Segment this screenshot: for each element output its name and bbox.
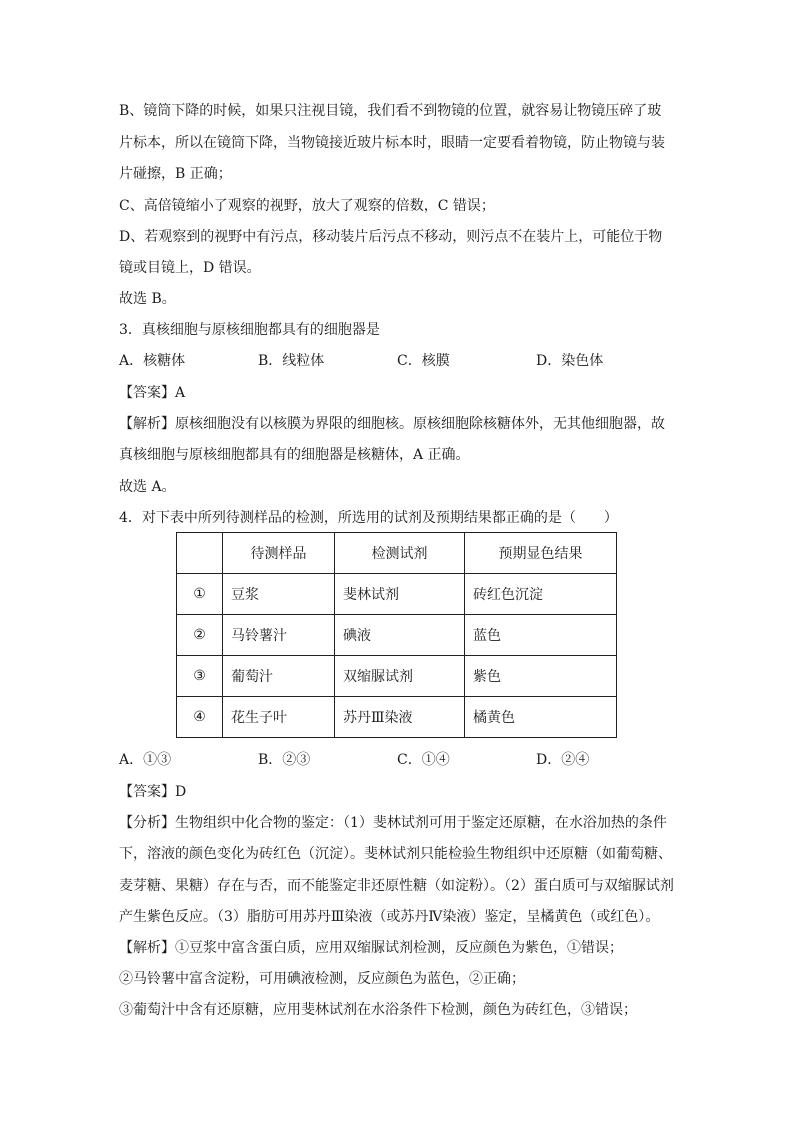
table-header-cell: 待测样品 bbox=[223, 533, 335, 574]
table-header-row bbox=[177, 533, 617, 574]
q4-option-a: A．①③ bbox=[119, 752, 172, 768]
paragraph-line: 片碰擦，B 正确； bbox=[119, 166, 232, 182]
table-cell: 紫色 bbox=[465, 656, 617, 697]
q3-analysis-line: 【解析】原核细胞没有以核膜为界限的细胞核。原核细胞除核糖体外，无其他细胞器，故 bbox=[119, 416, 665, 432]
table-cell: 砖红色沉淀 bbox=[465, 574, 617, 615]
q4-option-d: D．②④ bbox=[536, 752, 590, 768]
table-cell: 橘黄色 bbox=[465, 697, 617, 738]
table-cell: 马铃薯汁 bbox=[223, 615, 335, 656]
paragraph-line: 故选 B。 bbox=[119, 291, 176, 307]
q4-analysis-line: 下，溶液的颜色变化为砖红色（沉淀）。斐林试剂只能检验生物组织中还原糖（如葡萄糖、 bbox=[119, 846, 672, 862]
table-cell: ② bbox=[177, 615, 223, 656]
table-row bbox=[177, 697, 617, 738]
q4-explanation-line: ②马铃薯中富含淀粉，可用碘液检测，反应颜色为蓝色，②正确； bbox=[119, 971, 525, 987]
question-4-stem: 4．对下表中所列待测样品的检测，所选用的试剂及预期结果都正确的是（ ） bbox=[119, 510, 618, 526]
q4-option-c: C．①④ bbox=[397, 752, 450, 768]
table-cell: ① bbox=[177, 574, 223, 615]
paragraph-line: 片标本，所以在镜筒下降，当物镜接近玻片标本时，眼睛一定要看着物镜，防止物镜与装 bbox=[119, 135, 665, 151]
table-row bbox=[177, 574, 617, 615]
q3-option-d: D．染色体 bbox=[536, 353, 604, 369]
table-cell: 豆浆 bbox=[223, 574, 335, 615]
question-3-stem: 3．真核细胞与原核细胞都具有的细胞器是 bbox=[119, 322, 380, 338]
table-cell: 斐林试剂 bbox=[335, 574, 465, 615]
q3-option-b: B．线粒体 bbox=[258, 353, 325, 369]
table-cell: 蓝色 bbox=[465, 615, 617, 656]
table-cell: 花生子叶 bbox=[223, 697, 335, 738]
q4-explanation-line: ③葡萄汁中含有还原糖，应用斐林试剂在水浴条件下检测，颜色为砖红色，③错误； bbox=[119, 1002, 637, 1018]
table-row bbox=[177, 615, 617, 656]
q3-option-c: C．核膜 bbox=[397, 353, 450, 369]
q4-explanation-line: 【解析】①豆浆中富含蛋白质，应用双缩脲试剂检测，反应颜色为紫色，①错误； bbox=[119, 940, 623, 956]
table-row bbox=[177, 656, 617, 697]
table-header-cell: 预期显色结果 bbox=[465, 533, 617, 574]
q4-analysis-line: 【分析】生物组织中化合物的鉴定：（1）斐林试剂可用于鉴定还原糖，在水浴加热的条件 bbox=[119, 815, 667, 831]
table-cell: 双缩脲试剂 bbox=[335, 656, 465, 697]
q3-analysis-line: 故选 A。 bbox=[119, 479, 176, 495]
table-cell: 苏丹Ⅲ染液 bbox=[335, 697, 465, 738]
q3-option-a: A．核糖体 bbox=[119, 353, 186, 369]
q4-answer: 【答案】D bbox=[119, 784, 187, 800]
table-cell: ③ bbox=[177, 656, 223, 697]
paragraph-line: 镜或目镜上，D 错误。 bbox=[119, 260, 261, 276]
q3-answer: 【答案】A bbox=[119, 385, 186, 401]
table-header-cell bbox=[177, 533, 223, 574]
q4-option-b: B．②③ bbox=[258, 752, 311, 768]
table-header-cell: 检测试剂 bbox=[335, 533, 465, 574]
reagent-table bbox=[176, 532, 617, 738]
paragraph-line: B、镜筒下降的时候，如果只注视目镜，我们看不到物镜的位置，就容易让物镜压碎了玻 bbox=[119, 103, 662, 119]
table-cell: 葡萄汁 bbox=[223, 656, 335, 697]
table-cell: ④ bbox=[177, 697, 223, 738]
paragraph-line: C、高倍镜缩小了观察的视野，放大了观察的倍数，C 错误； bbox=[119, 198, 495, 214]
paragraph-line: D、若观察到的视野中有污点，移动装片后污点不移动，则污点不在装片上，可能位于物 bbox=[119, 229, 663, 245]
q4-analysis-line: 麦芽糖、果糖）存在与否，而不能鉴定非还原性糖（如淀粉）。（2）蛋白质可与双缩脲试剂 bbox=[119, 878, 674, 894]
q3-analysis-line: 真核细胞与原核细胞都具有的细胞器是核糖体，A 正确。 bbox=[119, 447, 470, 463]
q4-analysis-line: 产生紫色反应。（3）脂肪可用苏丹Ⅲ染液（或苏丹Ⅳ染液）鉴定，呈橘黄色（或红色）。 bbox=[119, 909, 660, 925]
table-cell: 碘液 bbox=[335, 615, 465, 656]
